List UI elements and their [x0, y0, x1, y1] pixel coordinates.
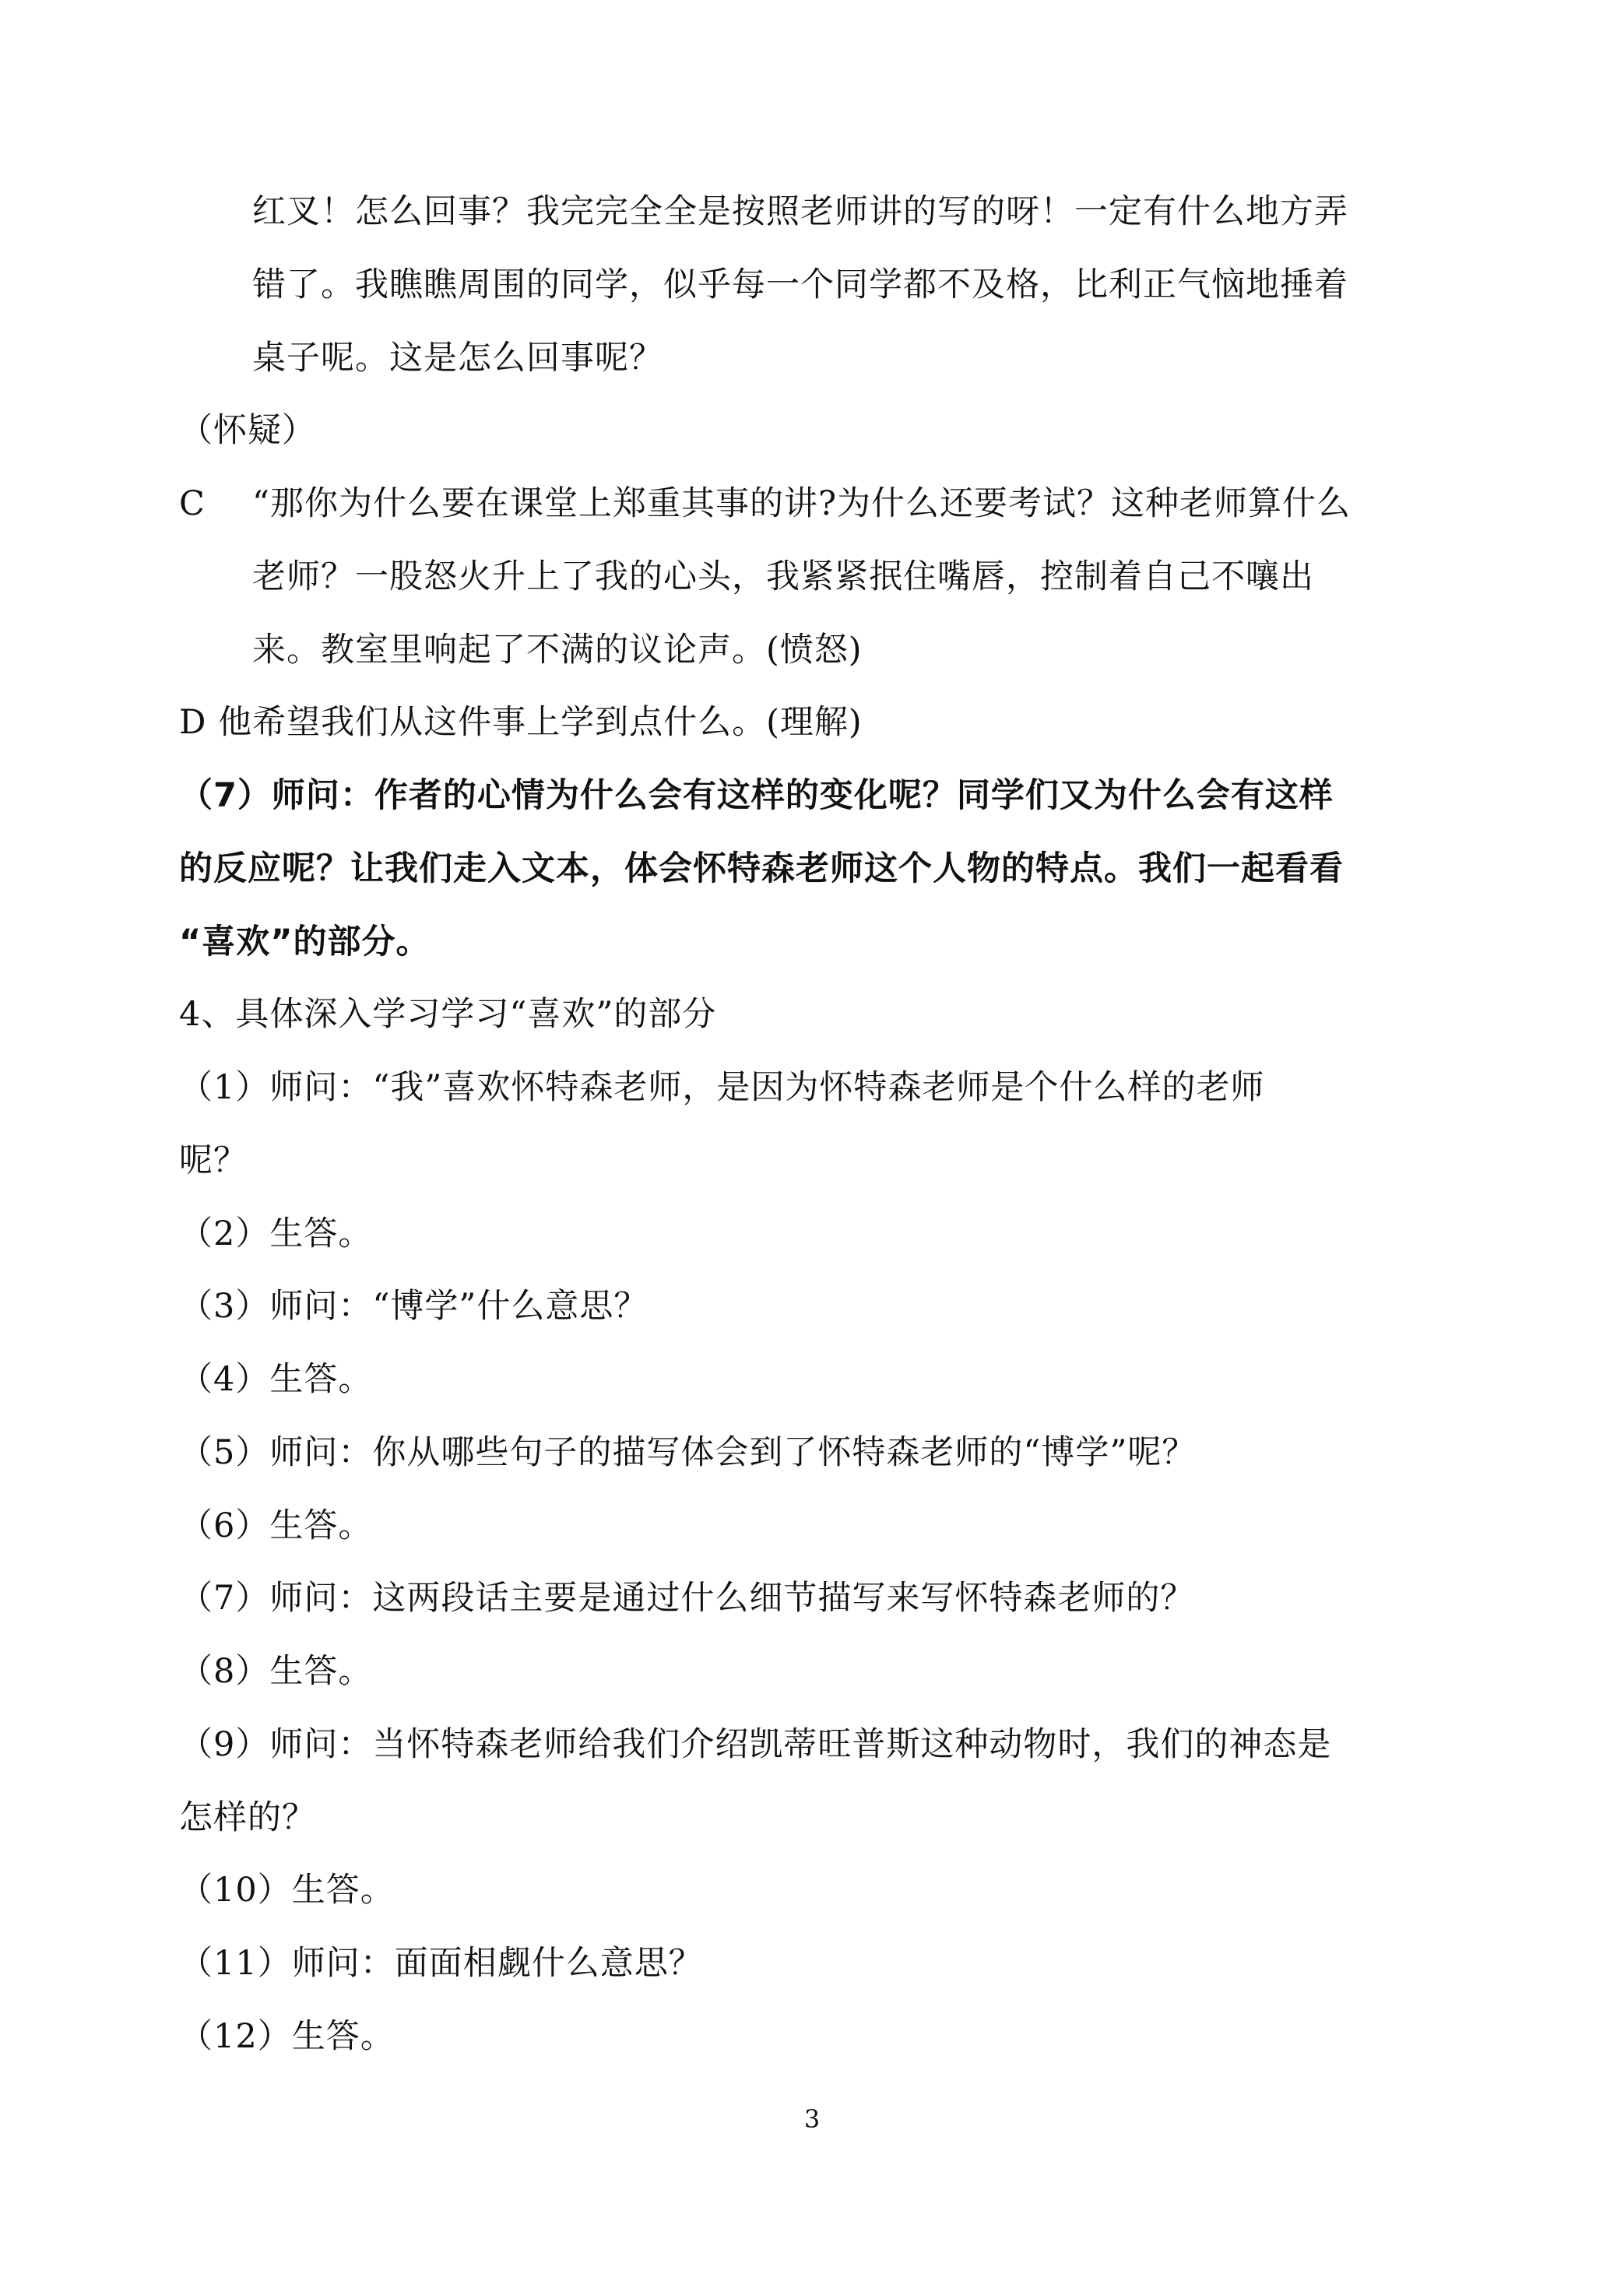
list-item: （9）师问：当怀特森老师给我们介绍凯蒂旺普斯这种动物时，我们的神态是 [179, 1725, 1332, 1764]
list-item: （5）师问：你从哪些句子的描写体会到了怀特森老师的“博学”呢？ [179, 1433, 1197, 1472]
paragraph-line: 错了。我瞧瞧周围的同学，似乎每一个同学都不及格，比利正气恼地捶着 [252, 265, 1348, 304]
list-item-continuation: 怎样的？ [179, 1798, 316, 1837]
paragraph-line: 红叉！怎么回事？我完完全全是按照老师讲的写的呀！一定有什么地方弄 [252, 192, 1348, 231]
paragraph-line: 来。教室里响起了不满的议论声。(愤怒) [252, 631, 863, 670]
list-item-continuation: 呢？ [179, 1141, 248, 1180]
list-item: （6）生答。 [179, 1506, 373, 1545]
question-bold-line: 的反应呢？让我们走入文本，体会怀特森老师这个人物的特点。我们一起看看 [179, 849, 1344, 888]
list-item: （1）师问：“我”喜欢怀特森老师，是因为怀特森老师是个什么样的老师 [179, 1068, 1265, 1107]
question-bold-line: （7）师问：作者的心情为什么会有这样的变化呢？同学们又为什么会有这样 [179, 776, 1334, 815]
list-item: （12）生答。 [179, 2017, 395, 2056]
list-item: （3）师问：“博学”什么意思？ [179, 1287, 649, 1326]
section-heading: 4、具体深入学习学习“喜欢”的部分 [179, 995, 717, 1034]
list-item: （8）生答。 [179, 1652, 373, 1691]
list-item: （2）生答。 [179, 1214, 373, 1253]
option-d: D 他希望我们从这件事上学到点什么。(理解) [179, 703, 863, 742]
list-item: （7）师问：这两段话主要是通过什么细节描写来写怀特森老师的？ [179, 1579, 1195, 1618]
question-bold-line: “喜欢”的部分。 [179, 923, 431, 961]
list-item: （4）生答。 [179, 1360, 373, 1399]
paragraph-line: 桌子呢。这是怎么回事呢？ [252, 339, 663, 378]
list-item: （10）生答。 [179, 1871, 395, 1910]
page-number: 3 [803, 2104, 821, 2134]
paragraph-line: 老师？一股怒火升上了我的心头，我紧紧抿住嘴唇，控制着自己不嚷出 [252, 557, 1314, 596]
paragraph-line: “那你为什么要在课堂上郑重其事的讲?为什么还要考试？这种老师算什么 [252, 484, 1352, 523]
option-label: C [179, 484, 205, 523]
list-item: （11）师问：面面相觑什么意思？ [179, 1944, 703, 1983]
emotion-label: （怀疑） [179, 411, 316, 450]
